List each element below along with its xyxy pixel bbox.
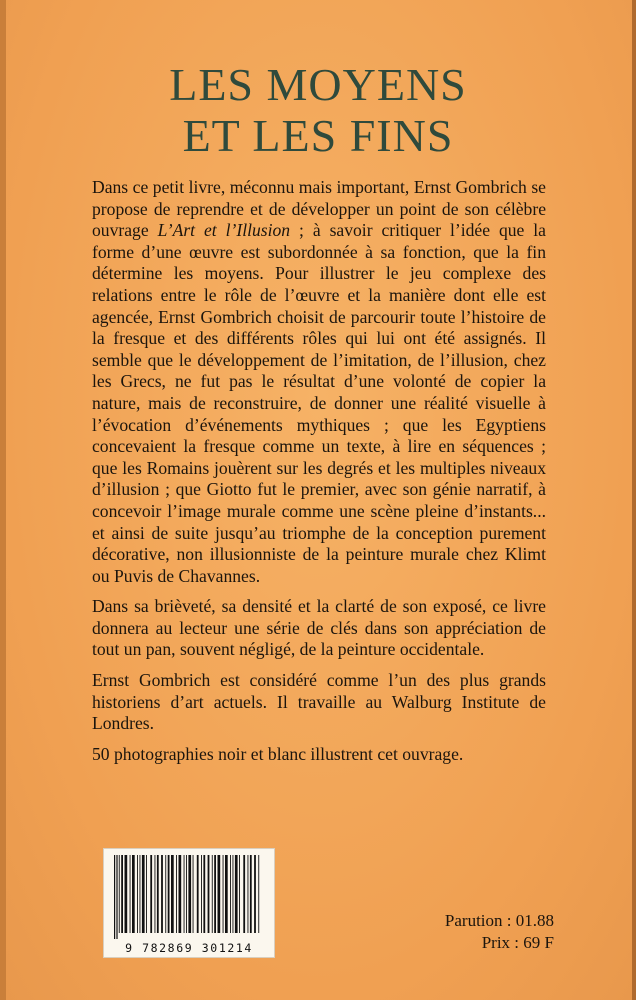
title-line-1: LES MOYENS xyxy=(169,59,467,110)
barcode-bar xyxy=(179,855,182,933)
barcode-bar xyxy=(250,855,252,933)
barcode-bars xyxy=(110,855,268,939)
title-line-2: ET LES FINS xyxy=(182,110,454,161)
barcode-bar xyxy=(132,855,135,933)
barcode-bar xyxy=(193,855,194,933)
paragraph-3: Ernst Gombrich est considéré comme l’un des plus grands historiens d’art actuels. Il travaille au Walburg Institute de Londres. xyxy=(92,670,546,734)
isbn-barcode xyxy=(103,848,275,958)
book-reference: L’Art et l’Illusion xyxy=(157,220,291,241)
barcode-bar xyxy=(258,855,259,933)
barcode-bar xyxy=(233,855,234,933)
barcode-bar xyxy=(119,855,120,933)
barcode-bar xyxy=(146,855,147,933)
barcode-bar xyxy=(176,855,177,933)
barcode-bar xyxy=(197,855,199,933)
barcode-bar xyxy=(140,855,141,933)
paragraph-4: 50 photographies noir et blanc illustrent cet ouvrage. xyxy=(92,743,464,764)
barcode-bar xyxy=(243,855,245,933)
barcode-bar xyxy=(188,855,191,933)
barcode-bar xyxy=(248,855,249,933)
barcode-bar xyxy=(168,855,170,933)
parution-date: Parution : 01.88 xyxy=(444,911,554,930)
barcode-bar xyxy=(254,855,256,933)
barcode-bar xyxy=(225,855,228,933)
barcode-bar xyxy=(116,855,117,939)
barcode-bar xyxy=(223,855,224,933)
barcode-bar xyxy=(212,855,213,933)
barcode-bar xyxy=(235,855,238,933)
barcode-bar xyxy=(114,855,115,939)
publication-info xyxy=(445,910,554,954)
barcode-bar xyxy=(121,855,123,933)
barcode-bar xyxy=(165,855,166,933)
barcode-bar xyxy=(186,855,187,933)
barcode-bar xyxy=(203,855,205,933)
barcode-bar xyxy=(214,855,216,933)
paragraph-2: Dans sa brièveté, sa densité et la clarté de son exposé, ce livre donnera au lecteur une série de clés dans son appréciation de tout un pan, souvent négligé, de la peinture occidentale. xyxy=(92,596,546,660)
barcode-bar xyxy=(230,855,231,933)
barcode-bar xyxy=(142,855,145,933)
paragraph-1-start: Dans ce petit livre, méconnu mais important, Ernst Gombrich se propose de reprendre et de développer un point de son célèbre ouvrage xyxy=(92,177,546,241)
barcode-bar xyxy=(208,855,210,933)
barcode-bar xyxy=(155,855,156,933)
barcode-bar xyxy=(130,855,131,933)
barcode-bar xyxy=(218,855,221,933)
barcode-bar xyxy=(157,855,159,933)
barcode-bar xyxy=(150,855,152,933)
paragraph-1-rest: ; à savoir critiquer l’idée que la forme d’une œuvre est subordonnée à sa fonction, que la fin détermine les moyens. Pour illustrer le jeu complexe des relations entre le rôle de l’œuvre et la manière dont elle est agencée, Ernst Gombrich choisit de parcourir toute l’histoire de la fresque et des différents rôles qui lui ont été assignés. Il semble que le développement de l’imitation, de l’illusion, chez les Grecs, ne fut pas le résultat d’une volonté de copier la nature, mais de reconstruire, de donner une réalité visuelle à l’évocation d’événements mythiques ; que les Egyptiens concevaient la fresque comme un texte, à lire en séquences ; que les Romains jouèrent sur les degrés et les multiples niveaux d’illusion ; que Giotto fut le premier, avec son génie narratif, à concevoir l’image murale comme une scène pleine d’instants... et ainsi de suite jusqu’au triomphe de la conception purement décorative, non illusionniste de la peinture murale chez Klimt ou Puvis de Chavannes. xyxy=(92,220,546,586)
barcode-bar xyxy=(137,855,138,933)
barcode-bar xyxy=(161,855,163,933)
barcode-bar xyxy=(125,855,128,933)
blurb xyxy=(92,177,546,774)
barcode-bar xyxy=(171,855,174,933)
price: Prix : 69 F xyxy=(481,933,554,952)
isbn-number: 9 782869 301214 xyxy=(125,941,253,955)
paragraph-1 xyxy=(92,177,546,587)
barcode-bar xyxy=(184,855,185,933)
barcode-bar xyxy=(239,855,240,933)
barcode-bar xyxy=(201,855,202,933)
